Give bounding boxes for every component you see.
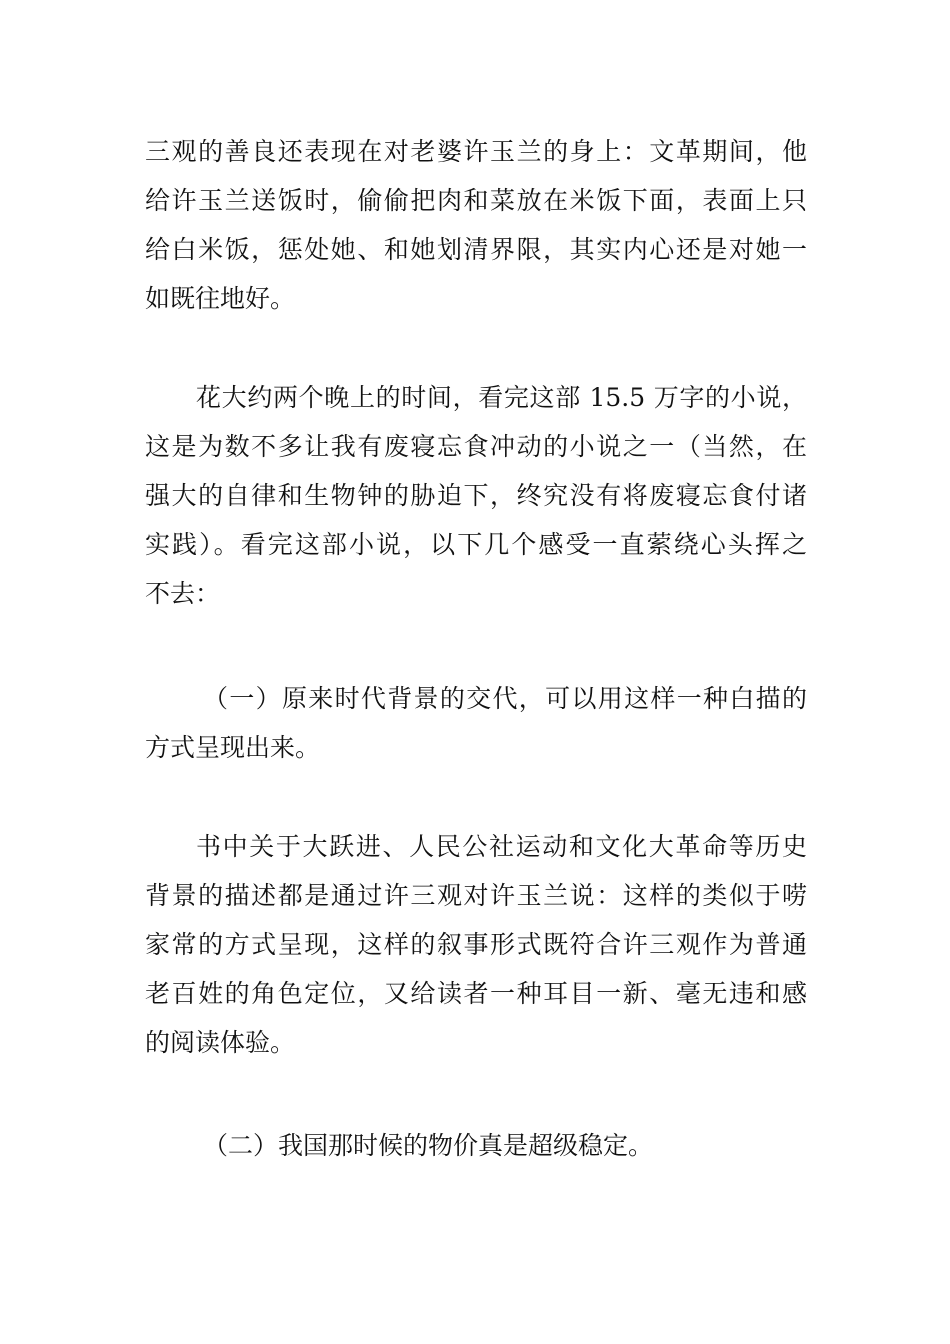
text-line: 方式呈现出来。 <box>145 733 321 762</box>
text-line: （二）我国那时候的物价真是超级稳定。 <box>203 1131 654 1160</box>
text-line: 如既往地好。 <box>145 284 296 313</box>
paragraph-historical-background <box>145 822 807 1067</box>
paragraph-point-one-heading <box>145 674 807 772</box>
text-line: 书中关于大跃进、人民公社运动和文化大革命等历史 <box>196 832 807 861</box>
text-line: 不去： <box>145 579 221 608</box>
text-line: 家常的方式呈现，这样的叙事形式既符合许三观作为普通 <box>145 930 807 959</box>
paragraph-point-two-heading <box>145 1121 807 1170</box>
text-line: 这是为数不多让我有废寝忘食冲动的小说之一（当然，在 <box>145 432 807 461</box>
text-line: 强大的自律和生物钟的胁迫下，终究没有将废寝忘食付诸 <box>145 481 807 510</box>
text-line: 实践）。看完这部小说，以下几个感受一直萦绕心头挥之 <box>145 530 807 559</box>
text-line: （一）原来时代背景的交代，可以用这样一种白描的 <box>203 684 807 713</box>
text-line: 给白米饭，惩处她、和她划清界限，其实内心还是对她一 <box>145 235 807 264</box>
paragraph-reading-experience <box>145 373 807 618</box>
text-line: 背景的描述都是通过许三观对许玉兰说：这样的类似于唠 <box>145 881 807 910</box>
text-line: 花大约两个晚上的时间，看完这部 15.5 万字的小说， <box>196 383 807 412</box>
text-line: 的阅读体验。 <box>145 1028 296 1057</box>
text-line: 给许玉兰送饭时，偷偷把肉和菜放在米饭下面，表面上只 <box>145 186 807 215</box>
paragraph-xu-yulan-kindness <box>145 127 807 323</box>
text-line: 三观的善良还表现在对老婆许玉兰的身上：文革期间，他 <box>145 137 807 166</box>
text-line: 老百姓的角色定位，又给读者一种耳目一新、毫无违和感 <box>145 979 807 1008</box>
